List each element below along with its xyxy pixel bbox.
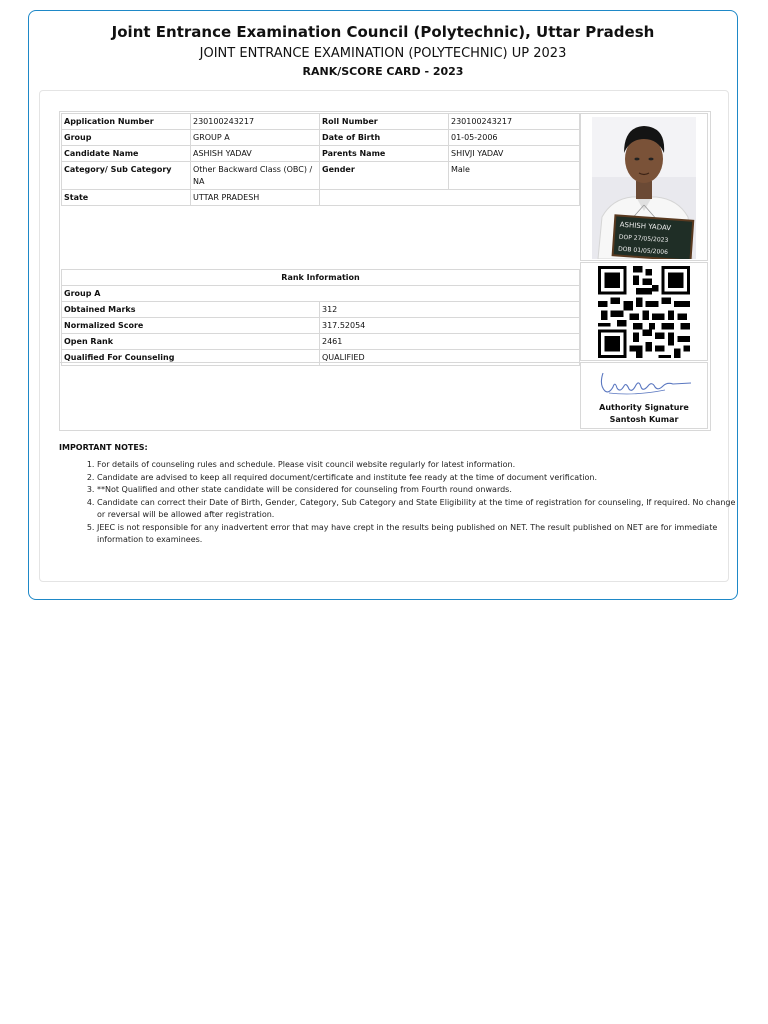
qr-frame (580, 262, 708, 361)
application-number-value: 230100243217 (191, 114, 320, 130)
table-row (62, 162, 580, 190)
table-row (62, 130, 580, 146)
table-row (62, 302, 580, 318)
photo-board-name: ASHISH YADAV (619, 220, 672, 233)
gender-value: Male (449, 162, 580, 190)
signatory-name: Santosh Kumar (609, 415, 679, 424)
exam-title: JOINT ENTRANCE EXAMINATION (POLYTECHNIC) UP 2023 (199, 46, 567, 61)
normalized-score-value: 317.52054 (320, 318, 580, 334)
photo-frame (580, 113, 708, 261)
card-title: RANK/SCORE CARD - 2023 (302, 65, 464, 78)
rank-score-card (28, 10, 738, 600)
gender-label: Gender (320, 162, 449, 190)
important-notes-list (59, 459, 742, 547)
parents-name-label: Parents Name (320, 146, 449, 162)
important-notes-title: IMPORTANT NOTES: (59, 443, 148, 452)
candidate-panel (59, 111, 711, 431)
signature-label: Authority Signature (599, 403, 689, 412)
dob-label: Date of Birth (320, 130, 449, 146)
photo-board-dob: DOB 01/05/2006 (617, 245, 669, 257)
candidate-name-value: ASHISH YADAV (191, 146, 320, 162)
authority-signature-image (595, 367, 695, 399)
obtained-marks-label: Obtained Marks (62, 302, 320, 318)
open-rank-label: Open Rank (62, 334, 320, 350)
candidate-name-label: Candidate Name (62, 146, 191, 162)
state-label: State (62, 190, 191, 206)
qualified-label: Qualified For Counseling (62, 350, 320, 366)
group-value: GROUP A (191, 130, 320, 146)
qr-code (598, 266, 690, 358)
open-rank-value: 2461 (320, 334, 580, 350)
photo-board-dop: DOP 27/05/2023 (618, 233, 669, 245)
list-item: 5. JEEC is not responsible for any inadvertent error that may have crept in the results being published on NET. The result published on NET are for immediate information to examinees. (97, 522, 742, 547)
signature-frame (580, 362, 708, 429)
rank-group: Group A (62, 286, 580, 302)
list-item: 1. For details of counseling rules and schedule. Please visit council website regularly for latest information. (97, 459, 742, 472)
normalized-score-label: Normalized Score (62, 318, 320, 334)
application-number-label: Application Number (62, 114, 191, 130)
group-label: Group (62, 130, 191, 146)
table-row (62, 114, 580, 130)
state-value: UTTAR PRADESH (191, 190, 320, 206)
dob-value: 01-05-2006 (449, 130, 580, 146)
table-row (62, 318, 580, 334)
qualified-value: QUALIFIED (320, 350, 580, 366)
category-value: Other Backward Class (OBC) / NA (191, 162, 320, 190)
parents-name-value: SHIVJI YADAV (449, 146, 580, 162)
table-row (62, 190, 580, 206)
candidate-photo (592, 117, 696, 259)
rank-information-title: Rank Information (62, 270, 580, 286)
rank-information-table (61, 269, 580, 366)
roll-number-label: Roll Number (320, 114, 449, 130)
candidate-details-table (61, 113, 580, 206)
table-row (62, 286, 580, 302)
list-item: 2. Candidate are advised to keep all required document/certificate and institute fee ready at the time of document verification. (97, 472, 742, 485)
category-label: Category/ Sub Category (62, 162, 191, 190)
card-body (39, 90, 736, 582)
list-item: 3. **Not Qualified and other state candidate will be considered for counseling from Fourth round onwards. (97, 484, 742, 497)
council-title: Joint Entrance Examination Council (Polytechnic), Uttar Pradesh (111, 23, 655, 41)
signature-caption (581, 402, 707, 426)
blank-area (60, 362, 579, 432)
empty-cell (320, 190, 580, 206)
list-item: 4. Candidate can correct their Date of Birth, Gender, Category, Sub Category and State Eligibility at the time of registration for counseling, If required. No change or reversal will be allowed after registration. (97, 497, 742, 522)
table-row (62, 270, 580, 286)
roll-number-value: 230100243217 (449, 114, 580, 130)
table-row (62, 334, 580, 350)
table-row (62, 146, 580, 162)
obtained-marks-value: 312 (320, 302, 580, 318)
